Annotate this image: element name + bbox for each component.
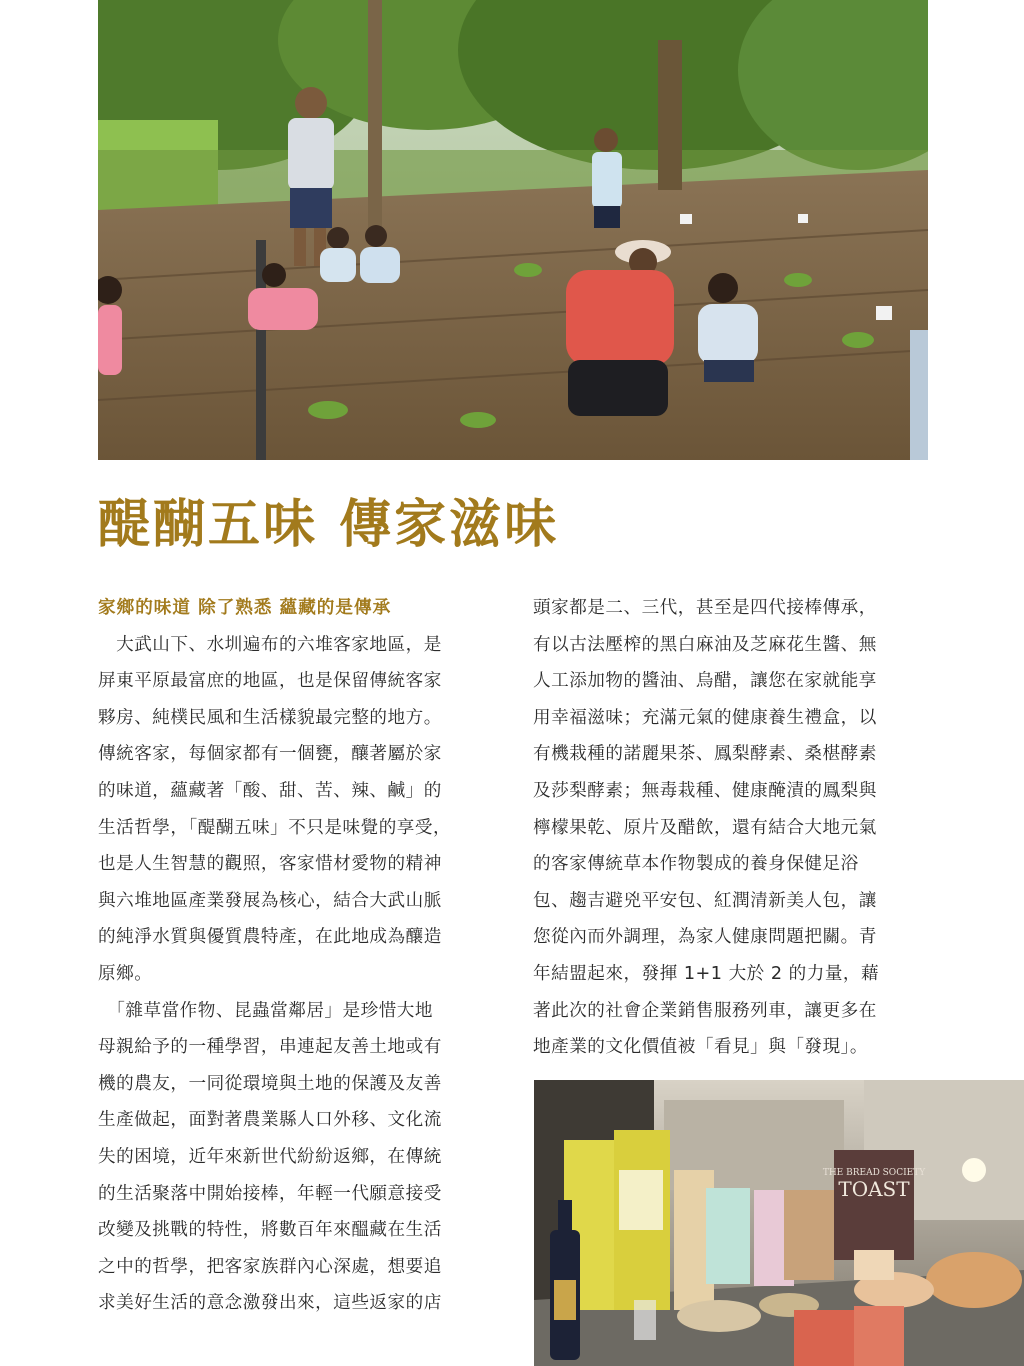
subheading: 家鄉的味道 除了熟悉 蘊藏的是傳承 <box>98 598 392 618</box>
right-column <box>533 590 929 1066</box>
farm-photo <box>98 0 928 460</box>
left-body <box>98 627 494 1322</box>
body-line: 生產做起，面對著農業縣人口外移、文化流 <box>98 1110 442 1131</box>
body-line: 地產業的文化價值被「看見」與「發現」。 <box>533 1037 868 1058</box>
body-line: 改變及挑戰的特性，將數百年來醞藏在生活 <box>98 1220 442 1241</box>
body-line: 失的困境，近年來新世代紛紛返鄉，在傳統 <box>98 1146 442 1167</box>
body-line: 求美好生活的意念激發出來，這些返家的店 <box>98 1293 442 1314</box>
body-line: 「雜草當作物、昆蟲當鄰居」是珍惜大地 <box>98 1000 433 1021</box>
body-line: 的味道，蘊藏著「酸、甜、苦、辣、鹹」的 <box>98 780 442 801</box>
body-line: 屏東平原最富庶的地區，也是保留傳統客家 <box>98 671 442 692</box>
body-line: 包、趨吉避兇平安包、紅潤清新美人包，讓 <box>533 890 877 911</box>
body-line: 及莎梨酵素；無毒栽種、健康醃漬的鳳梨與 <box>533 780 877 801</box>
body-line: 著此次的社會企業銷售服務列車，讓更多在 <box>533 1000 877 1021</box>
body-line: 用幸福滋味；充滿元氣的健康養生禮盒，以 <box>533 707 877 728</box>
body-line: 頭家都是二、三代，甚至是四代接棒傳承， <box>533 598 877 618</box>
products-photo <box>534 1080 1024 1366</box>
body-line: 機的農友，一同從環境與土地的保護及友善 <box>98 1073 442 1094</box>
body-line: 原鄉。 <box>98 963 153 984</box>
body-line: 與六堆地區產業發展為核心，結合大武山脈 <box>98 890 442 911</box>
body-line: 也是人生智慧的觀照，客家惜材愛物的精神 <box>98 854 442 875</box>
toast-book-title: TOAST <box>838 1177 910 1201</box>
body-line: 的客家傳統草本作物製成的養身保健足浴 <box>533 854 859 875</box>
body-line: 人工添加物的醬油、烏醋，讓您在家就能享 <box>533 671 877 692</box>
body-line: 母親給予的一種學習，串連起友善土地或有 <box>98 1037 442 1058</box>
body-line: 您從內而外調理，為家人健康問題把關。青 <box>533 927 877 948</box>
body-line: 大武山下、水圳遍布的六堆客家地區，是 <box>98 634 442 655</box>
toast-book-sub: THE BREAD SOCIETY <box>822 1168 926 1178</box>
body-line: 的純淨水質與優質農特產，在此地成為釀造 <box>98 927 442 948</box>
left-column <box>98 590 494 1322</box>
body-line: 檸檬果乾、原片及醋飲，還有結合大地元氣 <box>533 817 877 838</box>
body-line: 年結盟起來，發揮 1+1 大於 2 的力量，藉 <box>533 963 880 984</box>
body-line: 有機栽種的諾麗果茶、鳳梨酵素、桑椹酵素 <box>533 744 877 765</box>
body-line: 生活哲學，「醍醐五味」不只是味覺的享受， <box>98 817 452 838</box>
body-line: 的生活聚落中開始接棒，年輕一代願意接受 <box>98 1183 442 1204</box>
article-title: 醍醐五味 傳家滋味 <box>98 494 560 555</box>
body-line: 夥房、純樸民風和生活樣貌最完整的地方。 <box>98 707 442 728</box>
body-line: 有以古法壓榨的黑白麻油及芝麻花生醬、無 <box>533 634 877 655</box>
body-line: 傳統客家，每個家都有一個甕，釀著屬於家 <box>98 744 442 765</box>
body-line: 之中的哲學，把客家族群內心深處，想要追 <box>98 1256 442 1277</box>
